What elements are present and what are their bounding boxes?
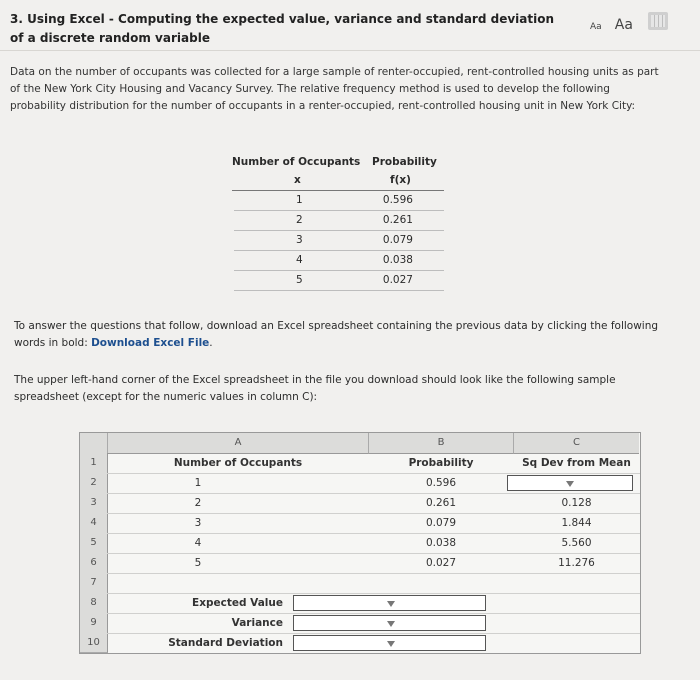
table-row: 2 0.261: [234, 211, 444, 231]
expected-value-label: Expected Value: [192, 597, 283, 609]
b-header-cell: Probability: [408, 457, 474, 469]
download-paragraph: To answer the questions that follow, download an Excel spreadsheet containing the previous data by clicking the following words in bold: Download Excel File.: [14, 320, 659, 349]
x-subheader: x: [294, 174, 301, 186]
c-value: 0.128: [561, 497, 592, 509]
row-number: 7: [80, 573, 108, 594]
col-header-a: A: [108, 433, 369, 454]
col-header-b: B: [369, 433, 514, 454]
table-row: 1 0.596: [234, 191, 444, 211]
row-number: 10: [80, 633, 108, 653]
row-number: 6: [80, 553, 108, 574]
table-row: 5 0.027: [234, 271, 444, 291]
fx-subheader: f(x): [390, 174, 411, 186]
sample-spreadsheet: [79, 432, 641, 654]
text-size-controls: [590, 14, 633, 33]
row-number: 8: [80, 593, 108, 614]
b-value: 0.261: [425, 497, 457, 509]
chevron-down-icon[interactable]: [387, 621, 395, 627]
chevron-down-icon[interactable]: [387, 641, 395, 647]
chevron-down-icon[interactable]: [387, 601, 395, 607]
occupants-header: Number of Occupants: [232, 156, 361, 168]
grid-line: [107, 573, 640, 574]
row-number: 2: [80, 473, 108, 494]
col-header-c: C: [514, 433, 639, 454]
probability-header: Probability: [372, 156, 437, 168]
a-value: 2: [194, 497, 202, 509]
row-number: 3: [80, 493, 108, 514]
row-number: 1: [80, 453, 108, 474]
a-header-cell: Number of Occupants: [173, 457, 303, 469]
a-value: 4: [194, 537, 202, 549]
a-value: 5: [194, 557, 202, 569]
c-value: 5.560: [561, 537, 592, 549]
chevron-down-icon[interactable]: [566, 481, 574, 487]
a-value: 3: [194, 517, 202, 529]
table-row: 3 0.079: [234, 231, 444, 251]
row-number: 4: [80, 513, 108, 534]
row-number: 9: [80, 613, 108, 634]
probability-table: [232, 154, 444, 291]
sample-note: The upper left-hand corner of the Excel spreadsheet in the file you download should look like the following sample spreadsheet (except for the numeric values in column C):: [14, 374, 616, 403]
b-value: 0.038: [425, 537, 457, 549]
intro-paragraph: Data on the number of occupants was collected for a large sample of renter-occupied, rent-controlled housing units as part of the New York City Housing and Vacancy Survey. The relative frequency method is used to develop the following probability distribution for the number of occupants in a renter-occupied, rent-controlled housing unit in New York City:: [10, 66, 659, 112]
b-value: 0.079: [425, 517, 457, 529]
b-value: 0.596: [425, 477, 457, 489]
text-size-decrease[interactable]: Aa: [590, 22, 602, 32]
divider: [0, 50, 700, 51]
corner-cell: [80, 433, 108, 454]
question-title: 3. Using Excel - Computing the expected value, variance and standard deviation of a discrete random variable: [10, 12, 555, 45]
c-value: 11.276: [558, 557, 595, 569]
row-number: 5: [80, 533, 108, 554]
calculator-icon[interactable]: [648, 12, 668, 30]
text-size-increase[interactable]: Aa: [614, 17, 633, 33]
table-row: 4 0.038: [234, 251, 444, 271]
download-excel-link[interactable]: Download Excel File: [91, 337, 210, 349]
variance-label: Variance: [231, 617, 283, 629]
c-header-cell: Sq Dev from Mean: [522, 457, 631, 469]
c-value: 1.844: [561, 517, 592, 529]
b-value: 0.027: [425, 557, 457, 569]
stdev-label: Standard Deviation: [168, 637, 283, 649]
a-value: 1: [194, 477, 202, 489]
